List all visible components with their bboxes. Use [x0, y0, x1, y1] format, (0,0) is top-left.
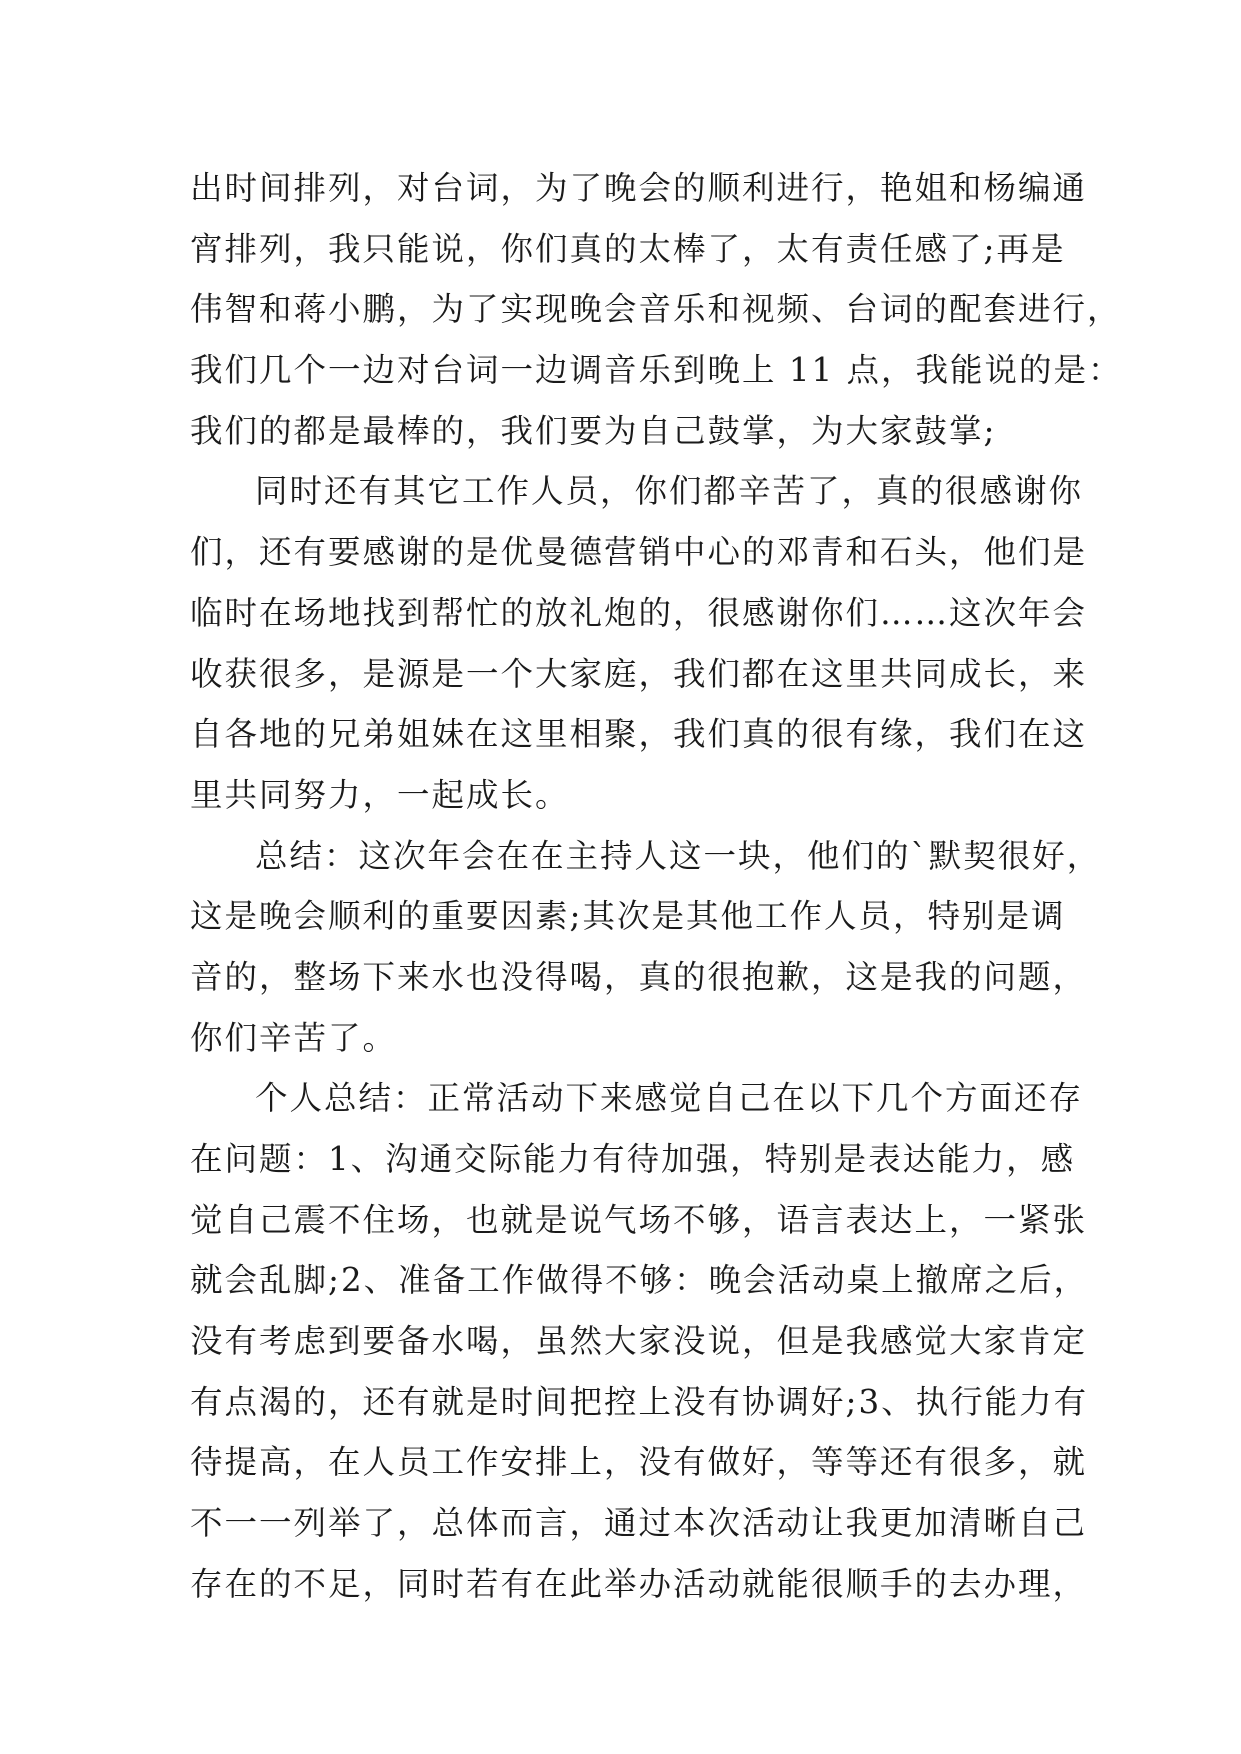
- paragraph-3: [190, 826, 1102, 1069]
- text-line: 里共同努力，一起成长。: [190, 775, 570, 814]
- text-line: 总结：这次年会在在主持人这一块，他们的`默契很好，: [255, 836, 1102, 875]
- text-line: 音的，整场下来水也没得喝，真的很抱歉，这是我的问题，: [190, 957, 1088, 996]
- text-line: 伟智和蒋小鹏，为了实现晚会音乐和视频、台词的配套进行，: [190, 290, 1122, 329]
- text-line: 宵排列，我只能说，你们真的太棒了，太有责任感了;再是: [190, 229, 1066, 268]
- text-line: 就会乱脚;2、准备工作做得不够：晚会活动桌上撤席之后，: [190, 1261, 1089, 1300]
- text-line: 同时还有其它工作人员，你们都辛苦了，真的很感谢你: [255, 472, 1084, 511]
- paragraph-2: [190, 461, 1088, 825]
- text-line: 觉自己震不住场，也就是说气场不够，语言表达上，一紧张: [190, 1200, 1088, 1239]
- paragraph-4: [190, 1068, 1089, 1614]
- text-line: 我们的都是最棒的，我们要为自己鼓掌，为大家鼓掌;: [190, 411, 997, 450]
- text-line: 们，还有要感谢的是优曼德营销中心的邓青和石头，他们是: [190, 533, 1088, 572]
- text-line: 我们几个一边对台词一边调音乐到晚上 11 点，我能说的是：: [190, 351, 1123, 390]
- text-line: 存在的不足，同时若有在此举办活动就能很顺手的去办理，: [190, 1564, 1088, 1603]
- text-line: 你们辛苦了。: [190, 1018, 398, 1057]
- text-line: 自各地的兄弟姐妹在这里相聚，我们真的很有缘，我们在这: [190, 715, 1088, 754]
- text-line: 不一一列举了，总体而言，通过本次活动让我更加清晰自己: [190, 1504, 1088, 1543]
- text-line: 在问题：1、沟通交际能力有待加强，特别是表达能力，感: [190, 1140, 1076, 1178]
- text-line: 个人总结：正常活动下来感觉自己在以下几个方面还存: [255, 1079, 1084, 1118]
- text-line: 这是晚会顺利的重要因素;其次是其他工作人员，特别是调: [190, 897, 1066, 936]
- paragraph-1: [190, 158, 1123, 461]
- text-line: 待提高，在人员工作安排上，没有做好，等等还有很多，就: [190, 1443, 1088, 1482]
- text-line: 出时间排列，对台词，为了晚会的顺利进行，艳姐和杨编通: [190, 169, 1088, 207]
- text-line: 没有考虑到要备水喝，虽然大家没说，但是我感觉大家肯定: [190, 1322, 1088, 1361]
- text-line: 临时在场地找到帮忙的放礼炮的，很感谢你们……这次年会: [190, 593, 1088, 632]
- text-line: 收获很多，是源是一个大家庭，我们都在这里共同成长，来: [190, 654, 1088, 693]
- document-body: [190, 158, 1123, 1615]
- text-line: 有点渴的，还有就是时间把控上没有协调好;3、执行能力有: [190, 1382, 1089, 1421]
